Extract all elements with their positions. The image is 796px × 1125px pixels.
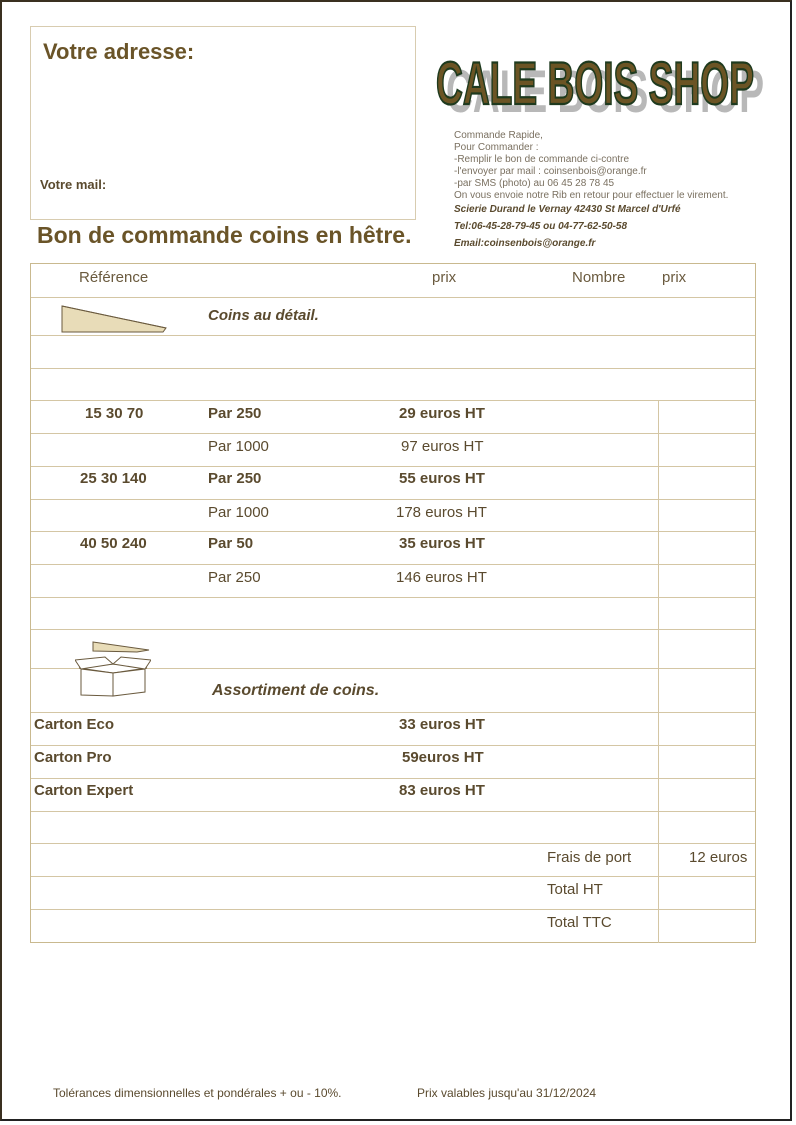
row-quantity: Par 1000 — [208, 438, 269, 455]
mail-label: Votre mail: — [40, 177, 107, 192]
carton-name: Carton Eco — [34, 716, 115, 733]
total-ht-label: Total HT — [547, 881, 603, 898]
info-line: Commande Rapide, — [454, 130, 543, 141]
shipping-label: Frais de port — [547, 849, 632, 866]
row-quantity: Par 250 — [208, 470, 262, 487]
carton-name: Carton Pro — [34, 749, 112, 766]
row-price: 29 euros HT — [399, 405, 485, 422]
row-price: 97 euros HT — [401, 438, 484, 455]
footer-validity: Prix valables jusqu'au 31/12/2024 — [417, 1086, 597, 1100]
footer-tolerance: Tolérances dimensionnelles et pondérales + ou - 10%. — [53, 1086, 342, 1100]
carton-price: 33 euros HT — [399, 716, 485, 733]
header-total-price: prix — [662, 269, 687, 286]
carton-price: 83 euros HT — [399, 782, 485, 799]
row-quantity: Par 1000 — [208, 504, 269, 521]
header-quantity: Nombre — [572, 269, 626, 286]
info-line: -Remplir le bon de commande ci-contre — [454, 154, 630, 165]
contact-email: Email:coinsenbois@orange.fr — [454, 238, 596, 249]
row-price: 178 euros HT — [396, 504, 487, 521]
row-price: 146 euros HT — [396, 569, 487, 586]
row-price: 55 euros HT — [399, 470, 485, 487]
shipping-value: 12 euros — [689, 849, 748, 866]
row-quantity: Par 50 — [208, 535, 254, 552]
row-reference: 40 50 240 — [80, 535, 147, 552]
order-instructions — [454, 130, 728, 250]
address-title: Votre adresse: — [43, 39, 195, 64]
section-retail-wedges: Coins au détail. — [208, 307, 319, 324]
row-quantity: Par 250 — [208, 569, 261, 586]
row-reference: 15 30 70 — [85, 405, 144, 422]
carton-price: 59euros HT — [402, 749, 484, 766]
section-assortment: Assortiment de coins. — [212, 682, 380, 699]
svg-text:CALE BOIS SHOP: CALE BOIS SHOP — [446, 58, 764, 124]
wedge-icon — [59, 300, 169, 334]
order-table — [30, 263, 756, 943]
page-title: Bon de commande coins en hêtre. — [37, 222, 412, 248]
header-price: prix — [432, 269, 457, 286]
cale-bois-shop-logo — [432, 24, 772, 124]
info-line: -par SMS (photo) au 06 45 28 78 45 — [454, 178, 615, 189]
row-price: 35 euros HT — [399, 535, 485, 552]
contact-address: Scierie Durand le Vernay 42430 St Marcel d'Urfé — [454, 204, 681, 215]
contact-phone: Tel:06-45-28-79-45 ou 04-77-62-50-58 — [454, 221, 628, 232]
row-reference: 25 30 140 — [80, 470, 147, 487]
info-line: On vous envoie notre Rib en retour pour effectuer le virement. — [454, 190, 729, 201]
box-icon — [75, 640, 151, 698]
row-quantity: Par 250 — [208, 405, 262, 422]
address-box[interactable] — [30, 26, 416, 220]
carton-name: Carton Expert — [34, 782, 134, 799]
total-ttc-label: Total TTC — [547, 914, 612, 931]
info-line: -l'envoyer par mail : coinsenbois@orange.fr — [454, 166, 647, 177]
svg-text:CALE BOIS SHOP: CALE BOIS SHOP — [436, 50, 754, 117]
header-reference: Référence — [79, 269, 149, 286]
info-line: Pour Commander : — [454, 142, 539, 153]
